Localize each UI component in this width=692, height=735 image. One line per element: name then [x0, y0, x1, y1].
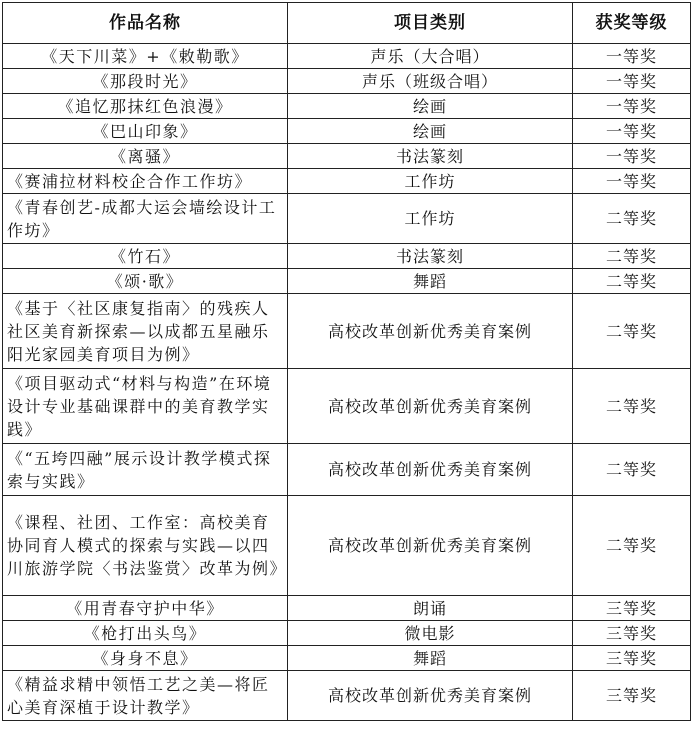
work-name-cell: 《追忆那抹红色浪漫》: [3, 94, 288, 119]
work-name-cell: 《那段时光》: [3, 69, 288, 94]
work-name-cell: 《天下川菜》+《敕勒歌》: [3, 44, 288, 69]
award-cell: 二等奖: [573, 496, 691, 596]
header-category: 项目类别: [288, 3, 573, 44]
category-cell: 声乐（大合唱）: [288, 44, 573, 69]
category-cell: 声乐（班级合唱）: [288, 69, 573, 94]
award-cell: 一等奖: [573, 169, 691, 194]
category-cell: 舞蹈: [288, 646, 573, 671]
work-name-cell: 《赛浦拉材料校企合作工作坊》: [3, 169, 288, 194]
category-cell: 舞蹈: [288, 269, 573, 294]
category-cell: 绘画: [288, 94, 573, 119]
award-cell: 二等奖: [573, 244, 691, 269]
table-row: [3, 194, 691, 244]
table-row: [3, 444, 691, 496]
category-cell: 工作坊: [288, 169, 573, 194]
award-cell: 二等奖: [573, 194, 691, 244]
awards-table: [2, 2, 691, 721]
category-cell: 高校改革创新优秀美育案例: [288, 496, 573, 596]
category-cell: 高校改革创新优秀美育案例: [288, 444, 573, 496]
work-name-cell: 《“五垮四融”展示设计教学模式探索与实践》: [3, 444, 288, 496]
award-cell: 一等奖: [573, 144, 691, 169]
work-name-cell: 《枪打出头鸟》: [3, 621, 288, 646]
work-name-cell: 《巴山印象》: [3, 119, 288, 144]
category-cell: 高校改革创新优秀美育案例: [288, 671, 573, 721]
table-row: [3, 496, 691, 596]
award-cell: 三等奖: [573, 671, 691, 721]
award-cell: 二等奖: [573, 294, 691, 369]
award-cell: 一等奖: [573, 44, 691, 69]
work-name-cell: 《精益求精中领悟工艺之美—将匠心美育深植于设计教学》: [3, 671, 288, 721]
table-row: [3, 94, 691, 119]
category-cell: 工作坊: [288, 194, 573, 244]
table-row: [3, 621, 691, 646]
table-row: [3, 169, 691, 194]
work-name-cell: 《竹石》: [3, 244, 288, 269]
work-name-cell: 《用青春守护中华》: [3, 596, 288, 621]
award-cell: 三等奖: [573, 596, 691, 621]
work-name-cell: 《课程、社团、工作室：高校美育协同育人模式的探索与实践—以四川旅游学院〈书法鉴赏〉改革为例》: [3, 496, 288, 596]
table-row: [3, 369, 691, 444]
award-cell: 二等奖: [573, 444, 691, 496]
header-award-level: 获奖等级: [573, 3, 691, 44]
table-row: [3, 646, 691, 671]
work-name-cell: 《青春创艺-成都大运会墙绘设计工作坊》: [3, 194, 288, 244]
category-cell: 微电影: [288, 621, 573, 646]
award-cell: 一等奖: [573, 69, 691, 94]
work-name-cell: 《项目驱动式“材料与构造”在环境设计专业基础课群中的美育教学实践》: [3, 369, 288, 444]
table-row: [3, 671, 691, 721]
category-cell: 书法篆刻: [288, 144, 573, 169]
work-name-cell: 《基于〈社区康复指南〉的残疾人社区美育新探索—以成都五星融乐阳光家园美育项目为例》: [3, 294, 288, 369]
category-cell: 朗诵: [288, 596, 573, 621]
award-cell: 二等奖: [573, 369, 691, 444]
table-row: [3, 269, 691, 294]
work-name-cell: 《颂·歌》: [3, 269, 288, 294]
category-cell: 高校改革创新优秀美育案例: [288, 369, 573, 444]
work-name-cell: 《离骚》: [3, 144, 288, 169]
award-cell: 三等奖: [573, 646, 691, 671]
table-row: [3, 119, 691, 144]
category-cell: 书法篆刻: [288, 244, 573, 269]
award-cell: 二等奖: [573, 269, 691, 294]
award-cell: 一等奖: [573, 94, 691, 119]
award-cell: 三等奖: [573, 621, 691, 646]
award-cell: 一等奖: [573, 119, 691, 144]
table-row: [3, 44, 691, 69]
table-header-row: [3, 3, 691, 44]
table-row: [3, 596, 691, 621]
table-row: [3, 144, 691, 169]
category-cell: 绘画: [288, 119, 573, 144]
work-name-cell: 《身身不息》: [3, 646, 288, 671]
category-cell: 高校改革创新优秀美育案例: [288, 294, 573, 369]
table-row: [3, 244, 691, 269]
header-work-name: 作品名称: [3, 3, 288, 44]
table-row: [3, 69, 691, 94]
table-row: [3, 294, 691, 369]
